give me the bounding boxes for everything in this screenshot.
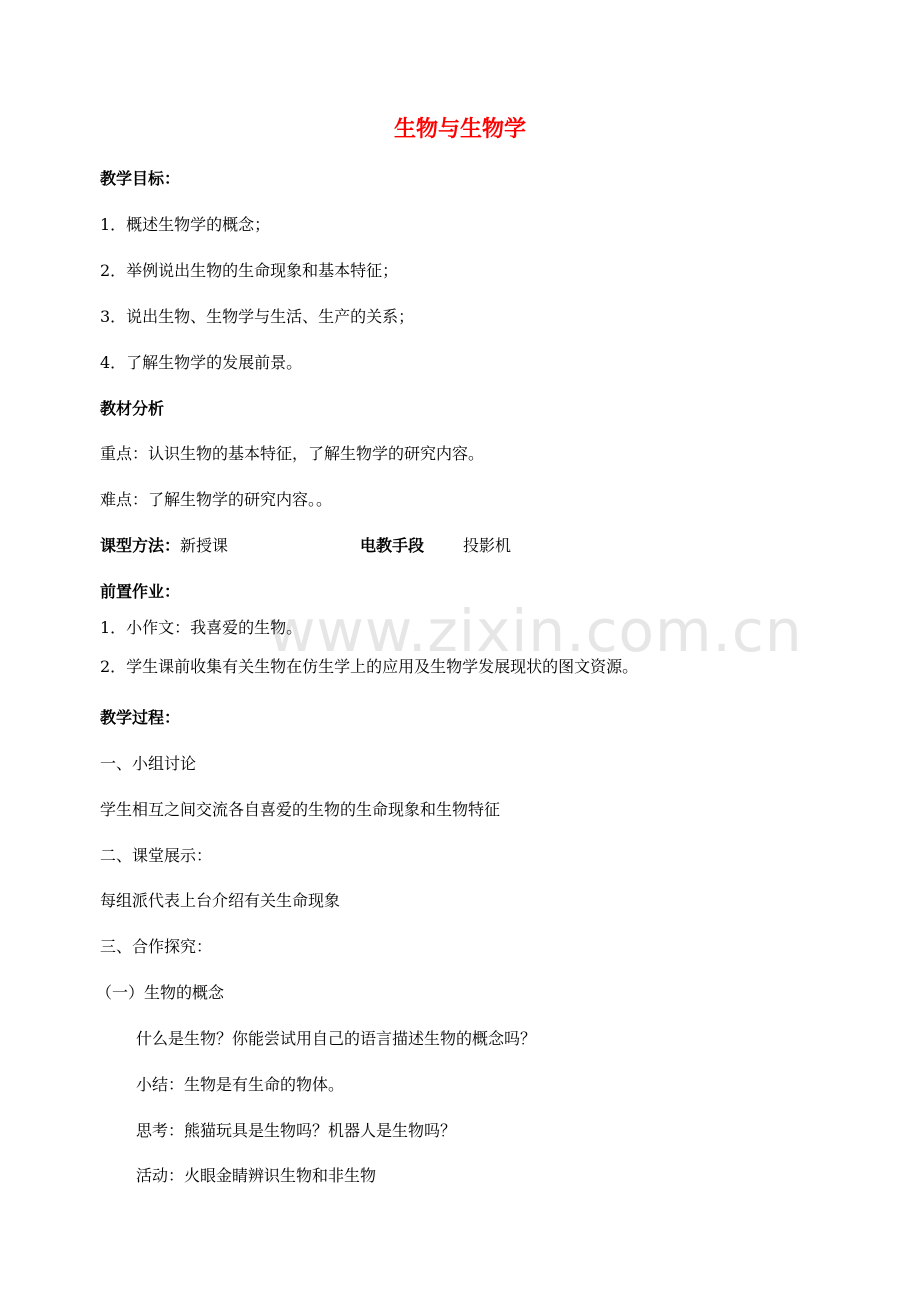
subsection-line: 思考：熊猫玩具是生物吗？机器人是生物吗？ xyxy=(136,1121,457,1140)
media-label: 电教手段 xyxy=(360,536,425,555)
subsection-line: 活动：火眼金睛辨识生物和非生物 xyxy=(136,1166,377,1185)
pre-work-item: 1．小作文：我喜爱的生物。 xyxy=(100,618,303,637)
course-type-value: 新授课 xyxy=(180,536,229,555)
analysis-heading: 教材分析 xyxy=(100,399,165,418)
section-title: 二、课堂展示： xyxy=(100,846,213,865)
section-title: 三、合作探究： xyxy=(100,937,213,956)
section-text: 每组派代表上台介绍有关生命现象 xyxy=(100,891,341,910)
pre-work-item: 2．学生课前收集有关生物在仿生学上的应用及生物学发展现状的图文资源。 xyxy=(100,657,639,676)
subsection-line: 什么是生物？你能尝试用自己的语言描述生物的概念吗？ xyxy=(136,1029,537,1048)
course-info-row xyxy=(100,535,820,557)
section-text: 学生相互之间交流各自喜爱的生物的生命现象和生物特征 xyxy=(100,800,501,819)
objective-item: 4．了解生物学的发展前景。 xyxy=(100,353,303,372)
subsection-title: （一）生物的概念 xyxy=(96,983,225,1002)
course-type-label: 课型方法： xyxy=(100,536,181,555)
key-point: 重点：认识生物的基本特征，了解生物学的研究内容。 xyxy=(100,444,485,463)
section-title: 一、小组讨论 xyxy=(100,754,197,773)
difficult-point: 难点：了解生物学的研究内容。。 xyxy=(100,490,333,509)
process-heading: 教学过程： xyxy=(100,708,181,727)
page-title: 生物与生物学 xyxy=(393,117,526,142)
pre-work-heading: 前置作业： xyxy=(100,582,181,601)
objective-item: 2．举例说出生物的生命现象和基本特征； xyxy=(100,261,399,280)
objective-item: 1．概述生物学的概念； xyxy=(100,215,271,234)
objectives-heading: 教学目标： xyxy=(100,169,181,188)
subsection-line: 小结：生物是有生命的物体。 xyxy=(136,1075,345,1094)
objective-item: 3．说出生物、生物学与生活、生产的关系； xyxy=(100,307,415,326)
watermark: www.zixin.com.cn xyxy=(268,597,803,665)
media-value: 投影机 xyxy=(463,536,512,555)
